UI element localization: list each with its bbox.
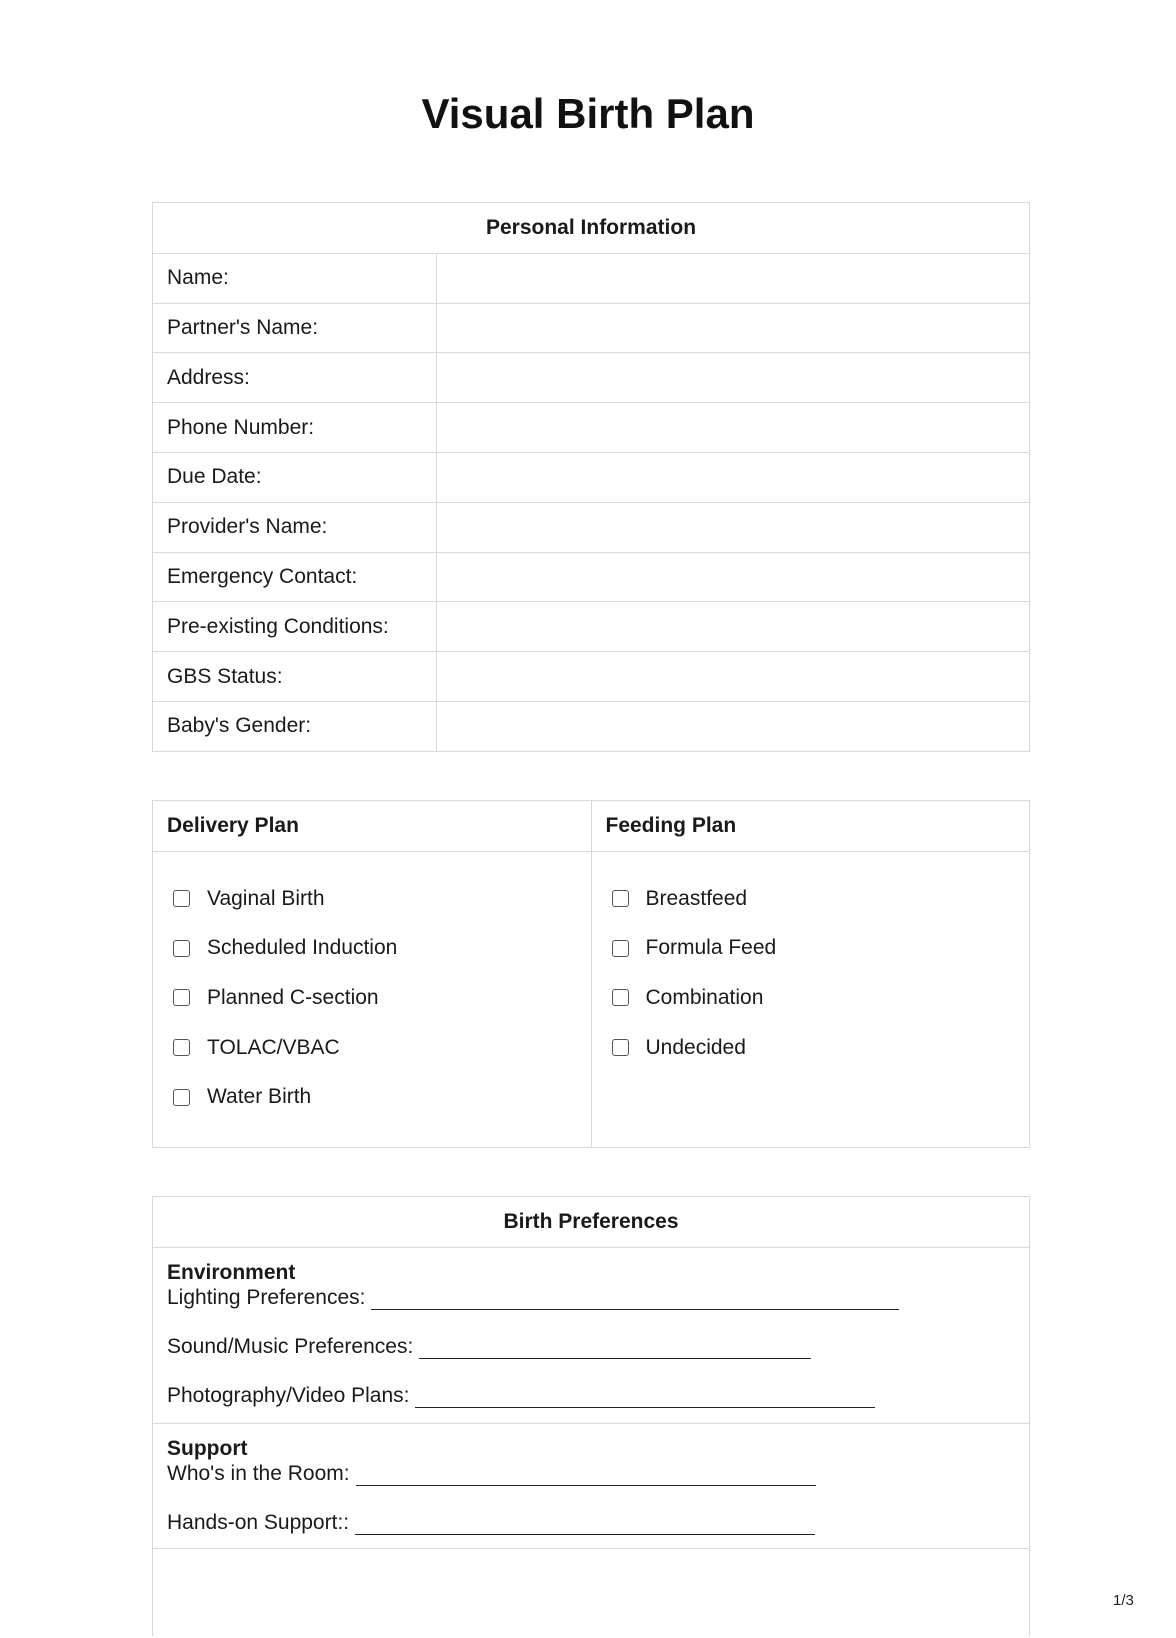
- delivery-plan-column: [153, 801, 591, 1147]
- field-row-baby-gender: [153, 701, 1029, 751]
- option-label: Breastfeed: [645, 886, 748, 910]
- field-label: Baby's Gender:: [153, 702, 437, 751]
- field-row-pre-existing-conditions: [153, 601, 1029, 651]
- field-label: Address:: [153, 353, 437, 402]
- personal-information-table: [152, 202, 1030, 752]
- personal-information-header: Personal Information: [485, 215, 697, 239]
- checkbox[interactable]: [612, 1039, 629, 1056]
- option-label: Combination: [645, 985, 764, 1009]
- birth-preferences-header: Birth Preferences: [503, 1209, 679, 1233]
- delivery-option[interactable]: [173, 924, 591, 974]
- field-label: Due Date:: [153, 453, 437, 502]
- feeding-option[interactable]: [612, 924, 1030, 974]
- field-label: Pre-existing Conditions:: [153, 602, 437, 651]
- environment-title: Environment: [167, 1260, 296, 1284]
- address-field[interactable]: [437, 353, 1029, 402]
- checkbox[interactable]: [173, 890, 190, 907]
- baby-gender-field[interactable]: [437, 702, 1029, 751]
- checkbox[interactable]: [173, 1089, 190, 1106]
- feeding-option[interactable]: [612, 973, 1030, 1023]
- field-row-partner-name: [153, 303, 1029, 353]
- gbs-status-field[interactable]: [437, 652, 1029, 701]
- photo-blank[interactable]: [415, 1387, 875, 1408]
- delivery-option[interactable]: [173, 973, 591, 1023]
- option-label: Water Birth: [207, 1085, 312, 1109]
- field-label: Provider's Name:: [153, 503, 437, 552]
- delivery-option[interactable]: [173, 874, 591, 924]
- field-label: Phone Number:: [153, 403, 437, 452]
- checkbox[interactable]: [173, 989, 190, 1006]
- field-row-emergency-contact: [153, 552, 1029, 602]
- feeding-plan-column: [591, 801, 1030, 1147]
- feeding-option[interactable]: [612, 874, 1030, 924]
- photo-line: [167, 1383, 1015, 1408]
- feeding-option[interactable]: [612, 1023, 1030, 1073]
- room-line: [167, 1461, 1015, 1486]
- provider-name-field[interactable]: [437, 503, 1029, 552]
- delivery-options: [153, 852, 591, 1122]
- delivery-option[interactable]: [173, 1023, 591, 1073]
- field-row-address: [153, 352, 1029, 402]
- checkbox[interactable]: [612, 940, 629, 957]
- delivery-option[interactable]: [173, 1072, 591, 1122]
- phone-number-field[interactable]: [437, 403, 1029, 452]
- field-label: Name:: [153, 254, 437, 303]
- sound-line: [167, 1334, 1015, 1359]
- option-label: Formula Feed: [645, 936, 777, 960]
- option-label: Vaginal Birth: [207, 886, 325, 910]
- lighting-blank[interactable]: [371, 1289, 899, 1310]
- support-title: Support: [167, 1436, 248, 1460]
- hands-label: Hands-on Support::: [167, 1510, 350, 1534]
- support-section: [153, 1423, 1029, 1548]
- birth-preferences-table: [152, 1196, 1030, 1636]
- room-blank[interactable]: [356, 1465, 816, 1486]
- checkbox[interactable]: [612, 890, 629, 907]
- option-label: Undecided: [645, 1035, 746, 1059]
- field-label: Emergency Contact:: [153, 553, 437, 602]
- field-row-phone-number: [153, 402, 1029, 452]
- option-label: Planned C-section: [207, 985, 379, 1009]
- field-label: GBS Status:: [153, 652, 437, 701]
- due-date-field[interactable]: [437, 453, 1029, 502]
- room-label: Who's in the Room:: [167, 1461, 350, 1485]
- partner-name-field[interactable]: [437, 304, 1029, 353]
- checkbox[interactable]: [173, 1039, 190, 1056]
- option-label: TOLAC/VBAC: [207, 1035, 340, 1059]
- emergency-contact-field[interactable]: [437, 553, 1029, 602]
- feeding-options: [592, 852, 1030, 1072]
- pre-existing-conditions-field[interactable]: [437, 602, 1029, 651]
- empty-section: [153, 1548, 1029, 1638]
- checkbox[interactable]: [173, 940, 190, 957]
- field-label: Partner's Name:: [153, 304, 437, 353]
- lighting-line: [167, 1285, 1015, 1310]
- sound-blank[interactable]: [419, 1338, 811, 1359]
- delivery-feeding-table: [152, 800, 1030, 1148]
- environment-section: [153, 1247, 1029, 1423]
- delivery-plan-header: Delivery Plan: [153, 801, 591, 852]
- feeding-plan-header: Feeding Plan: [592, 801, 1030, 852]
- page-title: Visual Birth Plan: [421, 90, 755, 137]
- page-number: 1/3: [1113, 1592, 1134, 1609]
- sound-label: Sound/Music Preferences:: [167, 1334, 414, 1358]
- lighting-label: Lighting Preferences:: [167, 1285, 366, 1309]
- field-row-due-date: [153, 452, 1029, 502]
- option-label: Scheduled Induction: [207, 936, 398, 960]
- photo-label: Photography/Video Plans:: [167, 1383, 410, 1407]
- hands-blank[interactable]: [355, 1514, 815, 1535]
- field-row-name: [153, 253, 1029, 303]
- hands-line: [167, 1510, 1015, 1535]
- field-row-provider-name: [153, 502, 1029, 552]
- name-field[interactable]: [437, 254, 1029, 303]
- checkbox[interactable]: [612, 989, 629, 1006]
- field-row-gbs-status: [153, 651, 1029, 701]
